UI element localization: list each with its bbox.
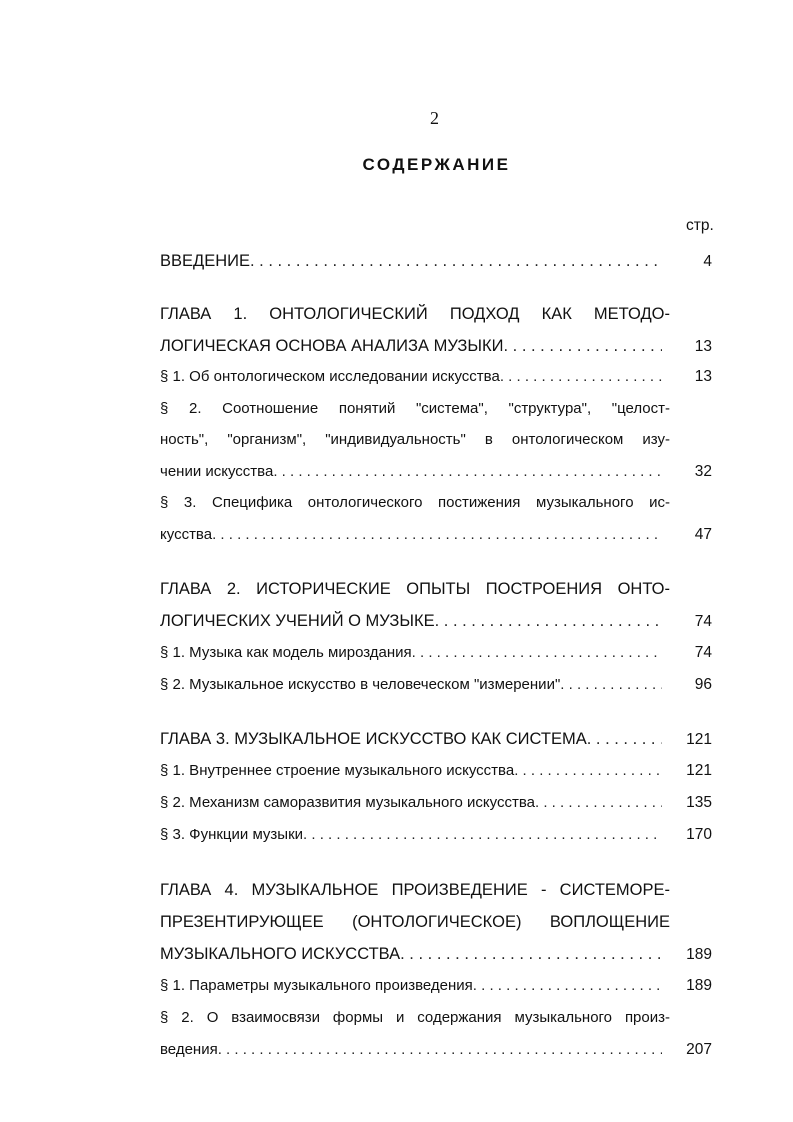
toc-entry-chapter-2-line-1: [160, 580, 712, 602]
toc-entry-text: ЛОГИЧЕСКИХ УЧЕНИЙ О МУЗЫКЕ: [160, 612, 435, 630]
toc-entry-text: кусства: [160, 526, 213, 543]
toc-entry-chapter-3-section-3: [160, 826, 712, 848]
toc-entry-chapter-1-section-3-line-2: [160, 526, 712, 548]
dot-leader: [303, 826, 662, 843]
dot-leader: [587, 730, 662, 749]
toc-entry-chapter-4-section-2-line-2: [160, 1041, 712, 1063]
toc-entry-chapter-1-section-3-line-1: [160, 494, 712, 516]
toc-entry-chapter-1-line-1: [160, 305, 712, 327]
dot-leader: [560, 676, 662, 693]
toc-page-number: 4: [703, 253, 712, 270]
toc-entry-text: § 2. Механизм саморазвития музыкального искусства: [160, 794, 536, 811]
dot-leader: [212, 526, 662, 543]
toc-entry-chapter-4-line-3: [160, 945, 712, 967]
toc-entry-text: § 1. Музыка как модель мироздания: [160, 644, 412, 661]
toc-entry-chapter-3: [160, 730, 712, 752]
toc-entry-text: ГЛАВА 2. ИСТОРИЧЕСКИЕ ОПЫТЫ ПОСТРОЕНИЯ ОНТО-: [160, 580, 670, 598]
toc-page-number: 74: [694, 613, 712, 630]
dot-leader: [473, 977, 662, 994]
toc-entry-text: чении искусства: [160, 463, 274, 480]
dot-leader: [503, 337, 662, 356]
dot-leader: [218, 1041, 662, 1058]
toc-entry-chapter-1-line-2: [160, 337, 712, 359]
dot-leader: [435, 612, 662, 631]
toc-page-number: 32: [694, 463, 712, 480]
dot-leader: [250, 252, 662, 271]
dot-leader: [412, 644, 662, 661]
toc-entry-text: ведения: [160, 1041, 218, 1058]
toc-entry-text: § 3. Специфика онтологического постижения музыкального ис-: [160, 494, 670, 511]
toc-entry-chapter-1-section-2-line-3: [160, 463, 712, 485]
toc-page-number: 189: [686, 977, 712, 994]
toc-entry-text: ЛОГИЧЕСКАЯ ОСНОВА АНАЛИЗА МУЗЫКИ: [160, 337, 504, 355]
toc-entry-chapter-4-section-2-line-1: [160, 1009, 712, 1031]
page-number: 2: [430, 108, 439, 128]
toc-entry-chapter-4-line-2: [160, 913, 712, 935]
toc-entry-chapter-1-section-1: [160, 368, 712, 390]
toc-entry-chapter-1-section-2-line-2: [160, 431, 712, 453]
toc-entry-text: § 3. Функции музыки: [160, 826, 304, 843]
toc-entry-text: ность", "организм", "индивидуальность" в онтологическом изу-: [160, 431, 670, 448]
dot-leader: [500, 368, 662, 385]
toc-entry-text: § 1. Об онтологическом исследовании искусства: [160, 368, 500, 385]
toc-page-number: 13: [694, 338, 712, 355]
toc-entry-intro: [160, 252, 712, 274]
toc-entry-chapter-3-section-1: [160, 762, 712, 784]
toc-entry-chapter-2-section-1: [160, 644, 712, 666]
toc-entry-chapter-2-section-2: [160, 676, 712, 698]
toc-page-number: 170: [686, 826, 712, 843]
toc-entry-text: МУЗЫКАЛЬНОГО ИСКУССТВА: [160, 945, 401, 963]
toc-entry-chapter-4-line-1: [160, 881, 712, 903]
toc-page-number: 189: [686, 946, 712, 963]
toc-entry-text: § 1. Параметры музыкального произведения: [160, 977, 473, 994]
toc-page-number: 121: [686, 762, 712, 779]
toc-entry-chapter-1-section-2-line-1: [160, 400, 712, 422]
dot-leader: [400, 945, 662, 964]
page-title: СОДЕРЖАНИЕ: [362, 155, 511, 174]
toc-entry-text: ПРЕЗЕНТИРУЮЩЕЕ (ОНТОЛОГИЧЕСКОЕ) ВОПЛОЩЕНИЕ: [160, 913, 670, 931]
toc-entry-text: § 2. О взаимосвязи формы и содержания музыкального произ-: [160, 1009, 670, 1026]
dot-leader: [514, 762, 662, 779]
toc-page-number: 47: [694, 526, 712, 543]
toc-page-number: 96: [694, 676, 712, 693]
toc-entry-text: ГЛАВА 3. МУЗЫКАЛЬНОЕ ИСКУССТВО КАК СИСТЕМА: [160, 730, 587, 748]
toc-entry-chapter-2-line-2: [160, 612, 712, 634]
toc-page-number: 135: [686, 794, 712, 811]
toc-page-number: 121: [686, 731, 712, 748]
toc-entry-chapter-3-section-2: [160, 794, 712, 816]
toc-entry-text: § 1. Внутреннее строение музыкального искусства: [160, 762, 515, 779]
toc-page-number: 207: [686, 1041, 712, 1058]
toc-entry-text: § 2. Музыкальное искусство в человеческом "измерении": [160, 676, 561, 693]
toc-entry-chapter-4-section-1: [160, 977, 712, 999]
toc-entry-text: ВВЕДЕНИЕ: [160, 252, 250, 270]
dot-leader: [273, 463, 662, 480]
page-column-label: стр.: [686, 217, 714, 234]
toc-entry-text: ГЛАВА 1. ОНТОЛОГИЧЕСКИЙ ПОДХОД КАК МЕТОДО-: [160, 305, 670, 323]
toc-page-number: 74: [694, 644, 712, 661]
dot-leader: [535, 794, 662, 811]
toc-entry-text: § 2. Соотношение понятий "система", "структура", "целост-: [160, 400, 670, 417]
toc-page-number: 13: [694, 368, 712, 385]
toc-entry-text: ГЛАВА 4. МУЗЫКАЛЬНОЕ ПРОИЗВЕДЕНИЕ - СИСТЕМОРЕ-: [160, 881, 670, 899]
